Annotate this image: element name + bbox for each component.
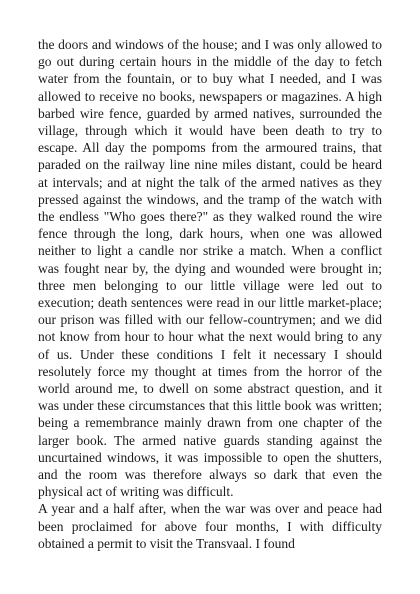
body-paragraph-1: the doors and windows of the house; and I was only allowed to go out during certain hours in the middle of the day to fetch water from the fountain, or to buy what I needed, and I was allowed to receive no books, newspapers or magazines. A high barbed wire fence, guarded by armed natives, surrounded the village, through which it would have been death to try to escape. All day the pompoms from the armoured trains, that paraded on the railway line nine miles distant, could be heard at intervals; and at night the talk of the armed natives as they pressed against the windows, and the tramp of the watch with the endless "Who goes there?" as they walked round the wire fence through the long, dark hours, when one was allowed neither to light a candle nor strike a match. When a conflict was fought near by, the dying and wounded were brought in; three men belonging to our little village were led out to execution; death sentences were read in our little market-place; our prison was filled with our fellow-countrymen; and we did not know from hour to hour what the next would bring to any of us. Under these conditions I felt it necessary I should resolutely force my thought at times from the horror of the world around me, to dwell on some abstract question, and it was under these circumstances that this little book was written; being a remembrance mainly drawn from one chapter of the larger book. The armed native guards standing against the uncurtained windows, it was impossible to open the shutters, and the room was therefore always so dark that even the physical act of writing was difficult. <box>38 37 382 500</box>
body-paragraph-2: A year and a half after, when the war was over and peace had been proclaimed for above four months, I with difficulty obtained a permit to visit the Transvaal. I found <box>38 501 382 551</box>
document-page <box>38 36 382 552</box>
